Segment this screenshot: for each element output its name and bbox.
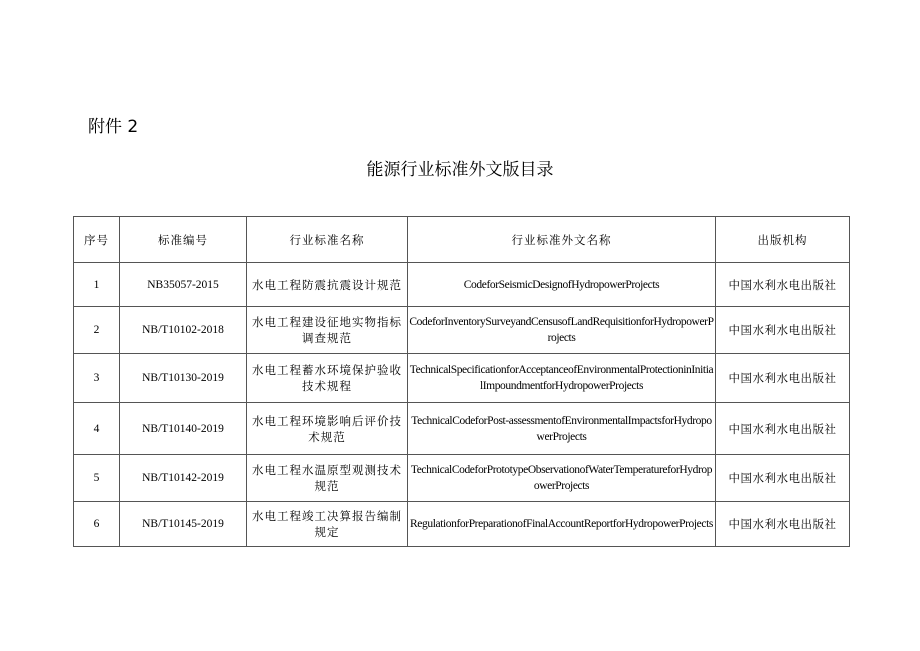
- table-row: [74, 307, 850, 354]
- publisher: 中国水利水电出版社: [716, 502, 850, 547]
- standard-name: 水电工程防震抗震设计规范: [247, 263, 408, 307]
- row-number: 4: [74, 403, 120, 455]
- column-header-english-name: 行业标准外文名称: [408, 217, 716, 263]
- table-row: [74, 502, 850, 547]
- column-header-number: 序号: [74, 217, 120, 263]
- standard-code: NB/T10142-2019: [120, 455, 247, 502]
- standard-english-name: CodeforInventorySurveyandCensusofLandRequisitionforHydropowerProjects: [408, 307, 716, 354]
- standard-english-name: TechnicalSpecificationforAcceptanceofEnvironmentalProtectioninInitialImpoundmentforHydropowerProjects: [408, 354, 716, 403]
- standard-english-name: RegulationforPreparationofFinalAccountReportforHydropowerProjects: [408, 502, 716, 547]
- standard-code: NB/T10130-2019: [120, 354, 247, 403]
- table-row: [74, 455, 850, 502]
- row-number: 3: [74, 354, 120, 403]
- standard-name: 水电工程建设征地实物指标调查规范: [247, 307, 408, 354]
- publisher: 中国水利水电出版社: [716, 455, 850, 502]
- publisher: 中国水利水电出版社: [716, 263, 850, 307]
- standard-english-name: TechnicalCodeforPrototypeObservationofWaterTemperatureforHydropowerProjects: [408, 455, 716, 502]
- standard-english-name: CodeforSeismicDesignofHydropowerProjects: [408, 263, 716, 307]
- row-number: 5: [74, 455, 120, 502]
- standard-name: 水电工程水温原型观测技术规范: [247, 455, 408, 502]
- table-header-row: [74, 217, 850, 263]
- document-title: 能源行业标准外文版目录: [366, 160, 554, 180]
- table-row: [74, 354, 850, 403]
- standard-code: NB/T10140-2019: [120, 403, 247, 455]
- standard-english-name: TechnicalCodeforPost-assessmentofEnvironmentalImpactsforHydropowerProjects: [408, 403, 716, 455]
- standard-name: 水电工程环境影响后评价技术规范: [247, 403, 408, 455]
- standard-name: 水电工程竣工决算报告编制规定: [247, 502, 408, 547]
- publisher: 中国水利水电出版社: [716, 307, 850, 354]
- publisher: 中国水利水电出版社: [716, 354, 850, 403]
- table-row: [74, 263, 850, 307]
- standard-code: NB35057-2015: [120, 263, 247, 307]
- standard-code: NB/T10145-2019: [120, 502, 247, 547]
- standard-code: NB/T10102-2018: [120, 307, 247, 354]
- table-row: [74, 403, 850, 455]
- column-header-publisher: 出版机构: [716, 217, 850, 263]
- attachment-label: 附件 2: [88, 117, 139, 137]
- column-header-name: 行业标准名称: [247, 217, 408, 263]
- standard-name: 水电工程蓄水环境保护验收技术规程: [247, 354, 408, 403]
- row-number: 1: [74, 263, 120, 307]
- standards-table: [73, 216, 850, 547]
- publisher: 中国水利水电出版社: [716, 403, 850, 455]
- row-number: 2: [74, 307, 120, 354]
- column-header-code: 标准编号: [120, 217, 247, 263]
- row-number: 6: [74, 502, 120, 547]
